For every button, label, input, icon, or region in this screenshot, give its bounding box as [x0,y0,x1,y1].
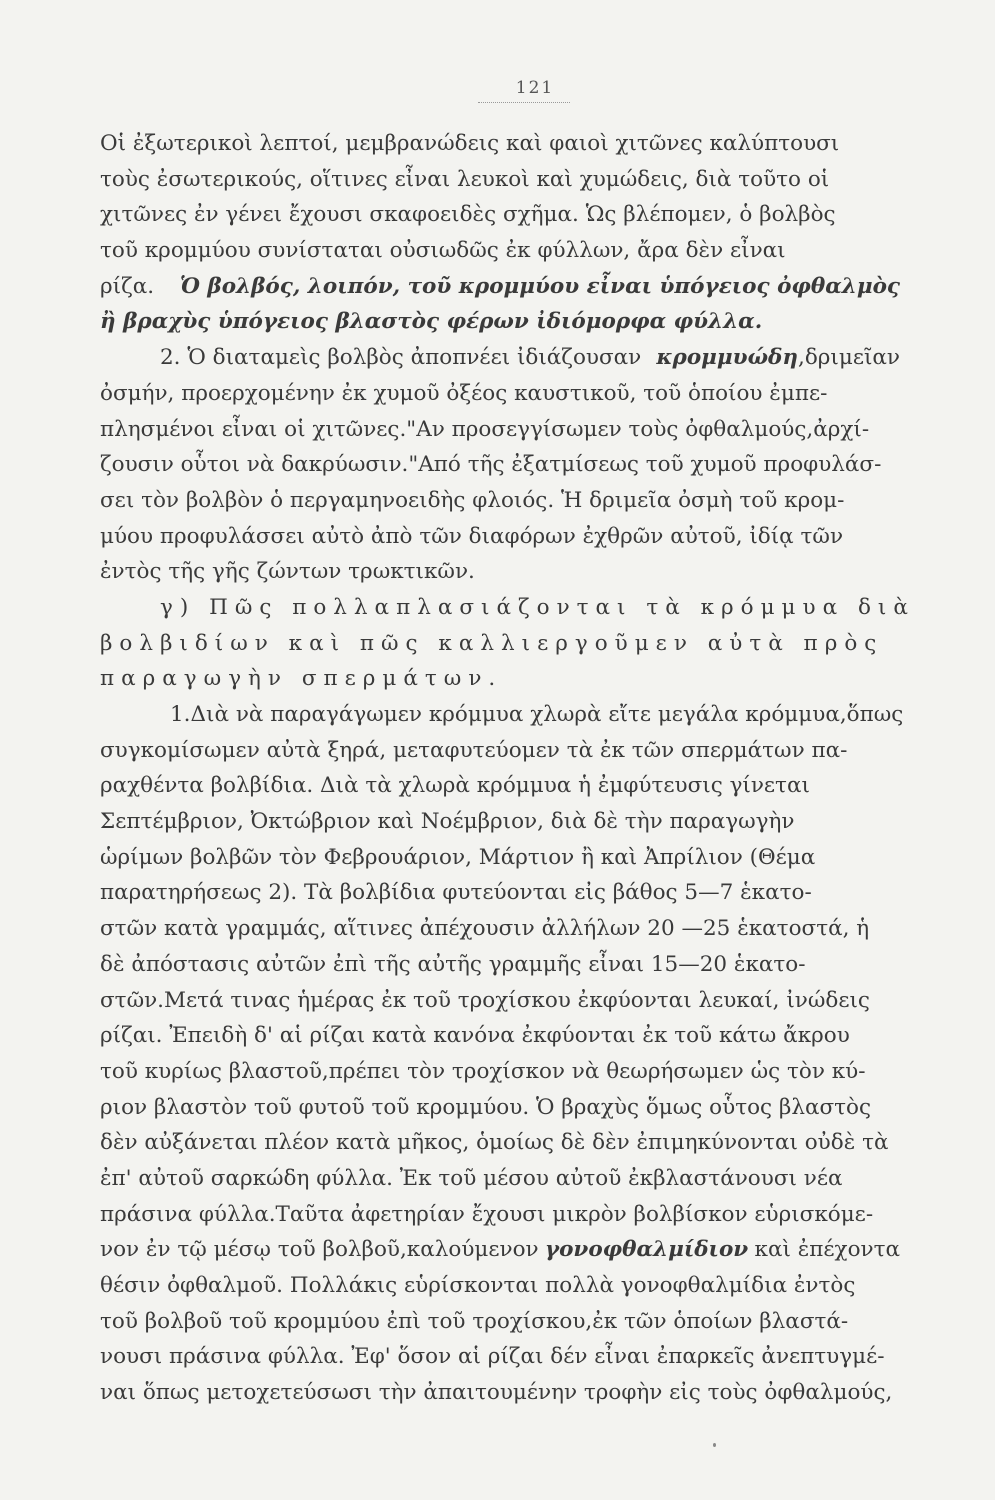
text-line: ζουσιν οὗτοι νὰ δακρύωσιν."Από τῆς ἐξατμίσεως τοῦ χυμοῦ προφυλάσ- [100,452,882,478]
text-line: πλησμένοι εἶναι οἱ χιτῶνες."Αν προσεγγίσωμεν τοὺς ὀφθαλμούς,ἀρχί- [100,416,870,442]
text-line: ἐπ' αὐτοῦ σαρκώδη φύλλα. Ἐκ τοῦ μέσου αὐτοῦ ἐκβλαστάνουσι νέα [100,1165,843,1191]
text-span: ρίζα. [100,273,155,299]
text-line [100,340,900,376]
bold-term: κρομμυώδη [656,345,799,371]
text-line: τοὺς ἐσωτερικούς, οἵτινες εἶναι λευκοὶ καὶ χυμώδεις, διὰ τοῦτο οἱ [100,166,830,192]
text-span: 2. Ὁ διαταμεὶς βολβὸς ἀποπνέει ἰδιάζουσαν [160,345,642,371]
body-text [100,126,915,1411]
text-line: στῶν.Μετά τινας ἡμέρας ἐκ τοῦ τροχίσκου ἐκφύονται λευκαί, ἰνώδεις [100,987,870,1013]
text-line: παρατηρήσεως 2). Τὰ βολβίδια φυτεύονται εἰς βάθος 5—7 ἑκατο- [100,880,812,906]
text-line: ριον βλαστὸν τοῦ φυτοῦ τοῦ κρομμύου. Ὁ βραχὺς ὅμως οὗτος βλαστὸς [100,1094,872,1120]
bold-definition: Ὁ βολβός, λοιπόν, τοῦ κρομμύου εἶναι ὑπόγειος ὀφθαλμὸς [179,273,900,299]
text-line: δὲ ἀπόστασις αὐτῶν ἐπὶ τῆς αὐτῆς γραμμῆς εἶναι 15—20 ἑκατο- [100,951,806,977]
text-line: ὡρίμων βολβῶν τὸν Φεβρουάριον, Μάρτιον ἢ καὶ Ἀπρίλιον (Θέμα [100,844,816,870]
text-line: σει τὸν βολβὸν ὁ περγαμηνοειδὴς φλοιός. Ἡ δριμεῖα ὀσμὴ τοῦ κρομ- [100,487,845,513]
text-line: συγκομίσωμεν αὐτὰ ξηρά, μεταφυτεύομεν τὰ ἐκ τῶν σπερμάτων πα- [100,737,848,763]
text-line: τοῦ κυρίως βλαστοῦ,πρέπει τὸν τροχίσκον νὰ θεωρήσωμεν ὡς τὸν κύ- [100,1058,866,1084]
header-rule [478,102,570,103]
text-line: νουσι πράσινα φύλλα. Ἐφ' ὅσον αἱ ρίζαι δέν εἶναι ἐπαρκεῖς ἀνεπτυγμέ- [100,1344,885,1370]
section-heading: παραγωγὴν σπερμάτων. [100,666,503,692]
text-span: ,δριμεῖαν [798,345,900,371]
text-span: καὶ ἐπέχοντα [754,1237,900,1263]
text-line: ραχθέντα βολβίδια. Διὰ τὰ χλωρὰ κρόμμυα ἡ ἐμφύτευσις γίνεται [100,773,810,799]
text-line: ὀσμήν, προερχομένην ἐκ χυμοῦ ὀξέος καυστικοῦ, τοῦ ὁποίου ἐμπε- [100,380,828,406]
text-line: ναι ὅπως μετοχετεύσωσι τὴν ἀπαιτουμένην τροφὴν εἰς τοὺς ὀφθαλμούς, [100,1380,893,1406]
text-line: μύου προφυλάσσει αὐτὸ ἀπὸ τῶν διαφόρων ἐχθρῶν αὐτοῦ, ἰδίᾳ τῶν [100,523,844,549]
text-line: θέσιν ὀφθαλμοῦ. Πολλάκις εὑρίσκονται πολλὰ γονοφθαλμίδια ἐντὸς [100,1273,856,1298]
section-heading: βολβιδίων καὶ πῶς καλλιεργοῦμεν αὐτὰ πρὸς [100,630,884,656]
text-line [100,1232,900,1268]
text-line: 1.Διὰ νὰ παραγάγωμεν κρόμμυα χλωρὰ εἴτε μεγάλα κρόμμυα,ὅπως [170,702,904,727]
text-line: τοῦ κρομμύου συνίσταται οὐσιωδῶς ἐκ φύλλων, ἄρα δὲν εἶναι [100,238,786,264]
text-line: ἐντὸς τῆς γῆς ζώντων τρωκτικῶν. [100,559,475,585]
text-line: ρίζαι. Ἐπειδὴ δ' αἱ ρίζαι κατὰ κανόνα ἐκφύονται ἐκ τοῦ κάτω ἄκρου [100,1023,850,1049]
text-line [100,304,900,340]
text-line: Σεπτέμβριον, Ὀκτώβριον καὶ Νοέμβριον, διὰ δὲ τὴν παραγωγὴν [100,809,795,835]
section-heading: γ) Πῶς πολλαπλασιάζονται τὰ κρόμμυα διὰ [160,594,915,620]
text-line: δὲν αὐξάνεται πλέον κατὰ μῆκος, ὁμοίως δὲ δὲν ἐπιμηκύνονται οὐδὲ τὰ [100,1130,889,1156]
bold-term: γονοφθαλμίδιον [544,1237,749,1263]
text-span: νον ἐν τῷ μέσῳ τοῦ βολβοῦ,καλούμενον [100,1237,539,1263]
bold-definition: ἢ βραχὺς ὑπόγειος βλαστὸς φέρων ἰδιόμορφα φύλλα. [100,309,763,335]
text-line: Οἱ ἐξωτερικοὶ λεπτοί, μεμβρανώδεις καὶ φαιοὶ χιτῶνες καλύπτουσι [100,131,840,156]
page-number: 121 [515,78,555,98]
text-line [100,269,900,305]
text-line: πράσινα φύλλα.Ταῦτα ἀφετηρίαν ἔχουσι μικρὸν βολβίσκον εὑρισκόμε- [100,1201,874,1227]
ink-speck [713,1443,716,1447]
text-line: στῶν κατὰ γραμμάς, αἵτινες ἀπέχουσιν ἀλλήλων 20 —25 ἑκατοστά, ἡ [100,916,870,942]
text-line: τοῦ βολβοῦ τοῦ κρομμύου ἐπὶ τοῦ τροχίσκου,ἐκ τῶν ὁποίων βλαστά- [100,1308,849,1334]
text-line: χιτῶνες ἐν γένει ἔχουσι σκαφοειδὲς σχῆμα. Ὡς βλέπομεν, ὁ βολβὸς [100,202,836,228]
